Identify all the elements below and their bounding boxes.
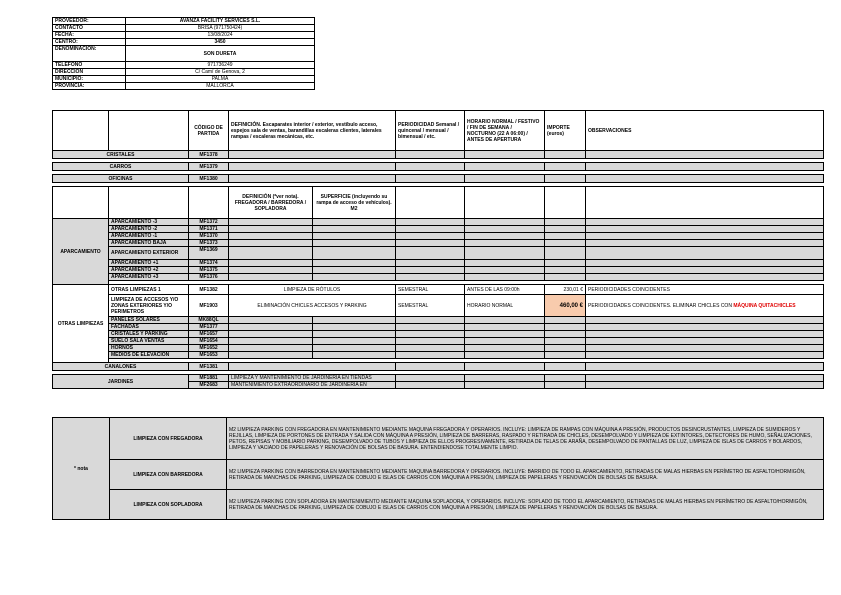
row-name: APARCAMIENTO +2 [109, 267, 189, 274]
value: SON DURETA [126, 46, 315, 62]
row-name: HORNOS [109, 345, 189, 352]
row-name: APARCAMIENTO +3 [109, 274, 189, 281]
group-label: OTRAS LIMPIEZAS [53, 285, 109, 363]
value: MALLORCA [126, 83, 315, 90]
value: 3450 [126, 39, 315, 46]
code: MF1369 [189, 247, 229, 260]
row-name: LIMPIEZA DE ACCESOS Y/O ZONAS EXTERIORES Y/O PERIMETROS [109, 295, 189, 317]
code: MF1881 [189, 375, 229, 382]
amount: 230,01 € [545, 285, 586, 295]
label: PROVEEDOR: [53, 18, 126, 25]
row-name: FACHADAS [109, 324, 189, 331]
row-label: JARDINES [53, 375, 189, 389]
col-observaciones: OBSERVACIONES [586, 111, 824, 151]
note-name: LIMPIEZA CON SOPLADORA [110, 490, 227, 520]
label: DIRECCIÓN [53, 69, 126, 76]
row-name: APARCAMIENTO EXTERIOR [109, 247, 189, 260]
code: MF1372 [189, 219, 229, 226]
row-label: CARROS [53, 163, 189, 171]
code: MF1371 [189, 226, 229, 233]
note-text: M2 LIMPIEZA PARKING CON SOPLADORA EN MANTENIMIENTO MEDIANTE MAQUINA SOPLADORA, Y OPERARIOS. INCLUYE: SOPLADO DE TODO EL APARCAMIENTO, RETIRADAS DE MALAS HIERBAS EN PERÍMETRO DE ASFALTO/HORMIGÓN, RETIRADA DE MANCHAS DE PARKING, LIMPIEZA DE COBUJO E ISLAS DE CARROS CON MÁQUINA A PRESIÓN, LIMPIEZA DE PAPELERAS Y RENOVACIÓN DE BOLSAS DE BASURA. [227, 490, 824, 520]
code: MF1378 [189, 151, 229, 159]
code: MF1380 [189, 175, 229, 183]
observation: PERIODICIDADES COINCIDENTES. ELIMINAR CHICLES CON MÁQUINA QUITACHICLES [586, 295, 824, 317]
blank [109, 111, 189, 151]
schedule: ANTES DE LAS 09:00h [465, 285, 545, 295]
group-label: APARCAMIENTO [53, 219, 109, 285]
code: MF1382 [189, 285, 229, 295]
row-name: APARCAMIENTO -2 [109, 226, 189, 233]
row-name: APARCAMIENTO -3 [109, 219, 189, 226]
label: CONTACTO [53, 25, 126, 32]
code: MF1653 [189, 352, 229, 359]
row-label: CANALONES [53, 363, 189, 371]
label: TELÉFONO [53, 62, 126, 69]
blank [53, 111, 109, 151]
value: PALMA [126, 76, 315, 83]
code: MK88QL [189, 317, 229, 324]
label: FECHA: [53, 32, 126, 39]
col-definicion: DEFINICIÓN. Escaparates interior / exterior, vestíbulo acceso, espejos sala de ventas, barandillas escaleras clientes, laterales rampas / escaleras mecánicas, etc. [229, 111, 396, 151]
row-name: PANELES SOLARES [109, 317, 189, 324]
amount: 460,00 € [545, 295, 586, 317]
code: MF2683 [189, 382, 229, 389]
code: MF1903 [189, 295, 229, 317]
value: C/ Camí de Genova, 2 [126, 69, 315, 76]
code: MF1379 [189, 163, 229, 171]
col-codigo: CÓDIGO DE PARTIDA [189, 111, 229, 151]
observation: PERIODICIDADES COINCIDENTES [586, 285, 824, 295]
row-name: APARCAMIENTO BAJA [109, 240, 189, 247]
code: MF1376 [189, 274, 229, 281]
highlight: MÁQUINA QUITACHICLES [733, 302, 796, 309]
definition: MANTENIMIENTO EXTRAORDINARIO DE JARDINERIA EN [229, 382, 396, 389]
aparc-col-superficie: SUPERFICIE (incluyendo su rampa de acceso de vehículos). M2 [313, 187, 396, 219]
row-name: SUELO SALA VENTAS [109, 338, 189, 345]
label: PROVINCIA: [53, 83, 126, 90]
row-name: CRISTALES Y PARKING [109, 331, 189, 338]
value: BRISA (971750424) [126, 25, 315, 32]
code: MF1370 [189, 233, 229, 240]
col-importe: IMPORTE (euros) [545, 111, 586, 151]
label: DENOMINACIÓN: [53, 46, 126, 62]
code: MF1652 [189, 345, 229, 352]
note-name: LIMPIEZA CON FREGADORA [110, 418, 227, 460]
label: MUNICIPIO: [53, 76, 126, 83]
code: MF1654 [189, 338, 229, 345]
note-label: * nota [53, 418, 110, 520]
code: MF1374 [189, 260, 229, 267]
supplier-info-table [52, 17, 315, 90]
periodicity: SEMESTRAL [396, 295, 465, 317]
value: 13/08/2024 [126, 32, 315, 39]
row-label: OFICINAS [53, 175, 189, 183]
note-name: LIMPIEZA CON BARREDORA [110, 460, 227, 490]
row-name: APARCAMIENTO -1 [109, 233, 189, 240]
row-name: OTRAS LIMPIEZAS 1 [109, 285, 189, 295]
value: 971736249 [126, 62, 315, 69]
code: MF1375 [189, 267, 229, 274]
col-horario: HORARIO NORMAL / FESTIVO / FIN DE SEMANA / NOCTURNO (22 A 06:00) / ANTES DE APERTURA [465, 111, 545, 151]
row-name: APARCAMIENTO +1 [109, 260, 189, 267]
definition: LIMPIEZA Y MANTENIMIENTO DE JARDINERIA EN TIENDAS [229, 375, 396, 382]
value: AVANZA FACILITY SERVICES S.L. [126, 18, 315, 25]
note-text: M2 LIMPIEZA PARKING CON BARREDORA EN MANTENIMIENTO MEDIANTE MAQUINA BARREDORA Y OPERARIOS. INCLUYE: BARRIDO DE TODO EL APARCAMIENTO, RETIRADAS DE MALAS HIERBAS EN PERÍMETRO DE ASFALTO/HORMIGÓN, RETIRADA DE MANCHAS DE PARKING, LIMPIEZA DE COBUJO E ISLAS DE CARROS CON MÁQUINA A PRESIÓN, LIMPIEZA DE PAPELERAS Y RENOVACIÓN DE BOLSAS DE BASURA. [227, 460, 824, 490]
row-label: CRISTALES [53, 151, 189, 159]
aparc-col-definicion: DEFINICIÓN (*ver nota). FREGADORA / BARREDORA / SOPLADORA [229, 187, 313, 219]
col-periodicidad: PERIODICIDAD Semanal / quincenal / mensual / bimensual / etc. [396, 111, 465, 151]
notes-table [52, 417, 824, 520]
row-name: MEDIOS DE ELEVACIÓN [109, 352, 189, 359]
definition: ELIMINACIÓN CHICLES ACCESOS Y PARKING [229, 295, 396, 317]
code: MF1373 [189, 240, 229, 247]
services-table [52, 110, 824, 389]
code: MF1377 [189, 324, 229, 331]
code: MF1657 [189, 331, 229, 338]
periodicity: SEMESTRAL [396, 285, 465, 295]
code: MF1381 [189, 363, 229, 371]
label: CENTRO: [53, 39, 126, 46]
definition: LIMPIEZA DE RÓTULOS [229, 285, 396, 295]
schedule: HORARIO NORMAL [465, 295, 545, 317]
note-text: M2 LIMPIEZA PARKING CON FREGADORA EN MANTENIMIENTO MEDIANTE MAQUINA FREGADORA Y OPERARIOS. INCLUYE: LIMPIEZA DE RAMPAS CON MÁQUINA A PRESIÓN, PRODUCTOS DESINCRUSTANTES, LIMPIEZA DE SUMIDEROS Y REJILLAS, LIMPIEZA DE PORTONES DE ENTRADA Y SALIDA CON MÁQUINA A PRESIÓN, LIMPIEZA DE BARRERAS, RASPADO Y RETIRADA DE CHICLES, DESEMPOLVADO Y LIMPIEZA DE EXTINTORES, DETECTORES DE HUMO, SEÑALIZACIONES, PETOS, REPISAS Y MOBILIARIO PARKING, DESEMPOLVADO DE TUBOS Y LIMPIEZA DE ELLOS PROGRESIVAMENTE, RETIRADA DE TELAS DE ARAÑA, DESEMPOLVADO DE PANTALLAS DE LUZ, LIMPIEZA DE ISLAS DE CARROS Y BOLARDOS, LIMPIEZA Y VACIADO DE PAPELERAS Y RENOVACIÓN DE BOLSAS DE BASURA. ENTENDIENDOSE TOTALMENTE LIMPIO. [227, 418, 824, 460]
